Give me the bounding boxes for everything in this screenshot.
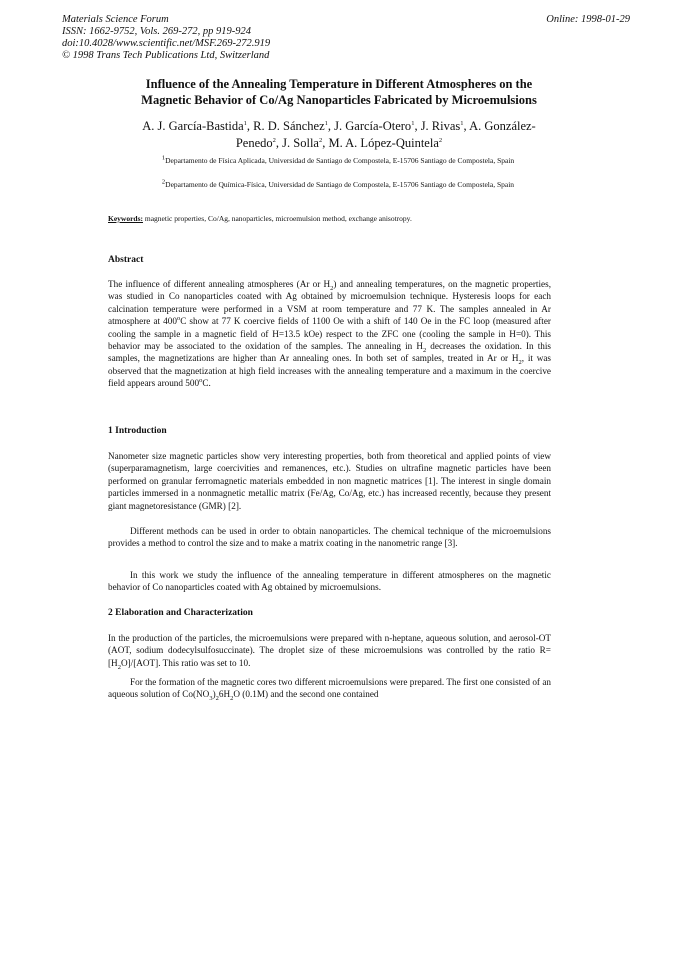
author-affil-mark: 1 bbox=[324, 119, 328, 127]
abstract-text bbox=[108, 278, 551, 390]
subscript: 2 bbox=[230, 695, 234, 703]
elab-run: In the production of the particles, the microemulsions were prepared with n-heptane, aqueous solution, and aerosol-OT (AOT, sodium dodecylsulfosuccinate). The droplet size of these microemulsions was controlled by the ratio R=[H bbox=[108, 633, 551, 668]
elab-run: 6H bbox=[218, 689, 231, 700]
abstract-run: ) and annealing temperatures, on the magnetic properties, was studied in Co nanoparticles coated with Ag obtained by microemulsion technique. Hysteresis loops for each calcination temperature were performed in a VSM at room temperature and 77 K. The samples annealed in Ar atmosphere at 400 bbox=[108, 279, 551, 327]
author-affil-mark: 2 bbox=[438, 136, 443, 144]
affiliation-1 bbox=[108, 156, 568, 165]
subscript: 2 bbox=[330, 284, 334, 292]
title-line-1: Influence of the Annealing Temperature in Different Atmospheres on the bbox=[145, 77, 533, 91]
keywords-label: Keywords: bbox=[108, 214, 143, 223]
subscript: 3 bbox=[209, 695, 213, 703]
abstract-run: The influence of different annealing atmospheres (Ar or H bbox=[108, 279, 331, 289]
abstract-heading: Abstract bbox=[108, 255, 144, 265]
author-affil-mark: 1 bbox=[411, 119, 415, 127]
superscript: o bbox=[199, 377, 203, 385]
abstract-run: C show at 77 K coercive fields of 1100 Oe with a shift of 140 Oe in the FC loop (measured after cooling the sample in a magnetic field of H=13.5 kOe) respect to the ZFC one (cooling the sample in H=0). This behavior may be associated to the oxidation of the samples. The annealing in H bbox=[108, 316, 551, 352]
affil-text: Departamento de Física Aplicada, Universidad de Santiago de Compostela, E-15706 Santiago de Compostela, Spain bbox=[165, 156, 515, 165]
superscript: o bbox=[176, 315, 181, 323]
author-affil-mark: 2 bbox=[272, 136, 276, 144]
author-name: , J. Rivas bbox=[414, 119, 461, 133]
subscript: 2 bbox=[422, 346, 427, 354]
abstract-run: , it was observed that the magnetization at high field increases with the annealing temperature and a maximum in the coercive field appears around 500 bbox=[108, 353, 551, 389]
subscript: 2 bbox=[518, 359, 522, 367]
copyright-line: © 1998 Trans Tech Publications Ltd, Switzerland bbox=[62, 50, 270, 61]
author-line-1 bbox=[100, 118, 578, 135]
intro-paragraph-1: Nanometer size magnetic particles show very interesting properties, both from theoretical and applied points of view (superparamagnetism, large coercivities and remanences, etc.). Studies on ultrafine magnetic particles have been performed on granular ferromagnetic materials embedded in non magnetic matrices [1]. The interest in single domain particles immersed in a nonmagnetic metallic matrix (Fe/Ag, Co/Ag, etc.) has increased recently, because they present giant magnetoresistance (GMR) [2]. bbox=[108, 451, 551, 511]
author-name: Penedo bbox=[235, 136, 273, 150]
affiliation-2 bbox=[108, 180, 568, 189]
doi-line[interactable]: doi:10.4028/www.scientific.net/MSF.269-272.919 bbox=[62, 38, 271, 49]
abstract-run: C. bbox=[202, 378, 211, 389]
author-name: , M. A. López-Quintela bbox=[322, 136, 439, 150]
elab-paragraph-1 bbox=[108, 632, 551, 669]
author-affil-mark: 1 bbox=[460, 119, 464, 127]
title-line-2: Magnetic Behavior of Co/Ag Nanoparticles Fabricated by Microemulsions bbox=[141, 93, 537, 107]
affil-text: Departamento de Química-Física, Universidad de Santiago de Compostela, E-15706 Santiago de Compostela, Spain bbox=[165, 180, 515, 189]
author-line-2 bbox=[100, 135, 578, 152]
elab-run: For the formation of the magnetic cores two different microemulsions were prepared. The first one consisted of an aqueous solution of Co(NO bbox=[108, 677, 551, 700]
keywords bbox=[108, 214, 568, 223]
elab-heading: 2 Elaboration and Characterization bbox=[108, 608, 253, 618]
elab-run: O]/[AOT]. This ratio was set to 10. bbox=[120, 657, 251, 668]
journal-header bbox=[62, 14, 270, 62]
intro-paragraph-2: Different methods can be used in order to obtain nanoparticles. The chemical technique of the microemulsions provides a method to control the size and to make a matrix coating in the nanometric range [3]. bbox=[108, 526, 551, 549]
elab-run: ) bbox=[212, 689, 216, 700]
paper-title bbox=[100, 76, 578, 108]
author-affil-mark: 1 bbox=[243, 119, 247, 127]
author-affil-mark: 2 bbox=[318, 136, 323, 144]
author-name: , J. García-Otero bbox=[327, 119, 412, 133]
elab-run: O (0.1M) and the second one contained bbox=[233, 689, 379, 700]
author-name: A. J. García-Bastida bbox=[142, 119, 244, 133]
affil-mark: 2 bbox=[161, 178, 166, 186]
author-name: , R. D. Sánchez bbox=[246, 119, 325, 133]
online-date: Online: 1998-01-29 bbox=[546, 14, 630, 25]
keywords-text: magnetic properties, Co/Ag, nanoparticles, microemulsion method, exchange anisotropy. bbox=[143, 214, 412, 223]
intro-heading: 1 Introduction bbox=[108, 426, 167, 436]
author-name: , A. González- bbox=[463, 119, 536, 133]
author-name: , J. Solla bbox=[275, 136, 319, 150]
issn-line: ISSN: 1662-9752, Vols. 269-272, pp 919-924 bbox=[62, 26, 251, 37]
abstract-run: decreases the oxidation. In this samples, the magnetizations are higher than Ar annealing ones. In both set of samples, treated in Ar or H bbox=[108, 341, 551, 364]
journal-name: Materials Science Forum bbox=[62, 14, 169, 25]
author-list bbox=[100, 118, 578, 152]
elab-paragraph-2 bbox=[108, 676, 551, 701]
affil-mark: 1 bbox=[161, 154, 166, 162]
subscript: 2 bbox=[117, 663, 121, 671]
subscript: 2 bbox=[215, 695, 219, 703]
intro-paragraph-3: In this work we study the influence of the annealing temperature in different atmospheres on the magnetic behavior of Co nanoparticles coated with Ag obtained by microemulsions. bbox=[108, 570, 551, 593]
